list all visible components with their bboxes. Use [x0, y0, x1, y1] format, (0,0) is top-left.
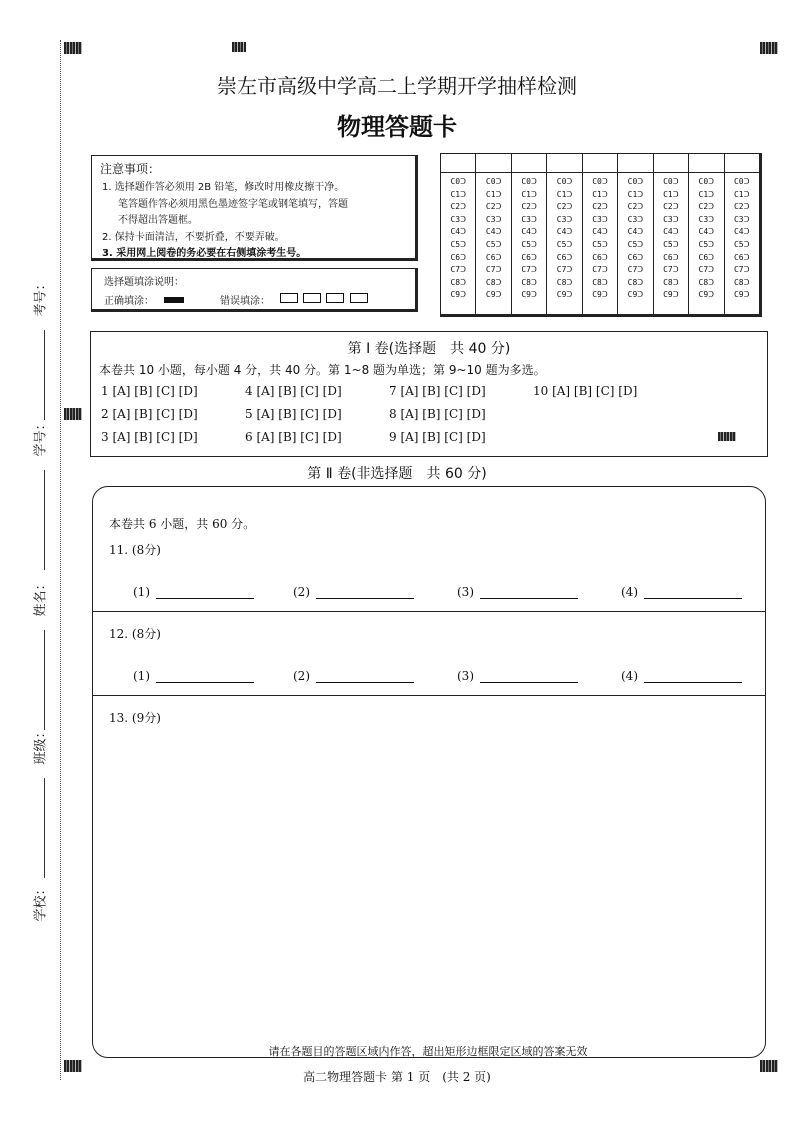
id-digit-bubble[interactable]: C3ᑐ — [450, 214, 466, 224]
notice-item: 不得超出答题框。 — [118, 215, 198, 226]
notice-heading: 注意事项： — [100, 162, 161, 176]
question-12-label: 12. (8分) — [109, 627, 161, 641]
page-subtitle: 物理答题卡 — [337, 113, 457, 141]
id-digit-bubble[interactable]: C1ᑐ — [733, 189, 750, 199]
answer-11-3[interactable] — [457, 585, 578, 599]
id-digit-bubble[interactable]: C8ᑐ — [733, 277, 750, 287]
id-digit-bubble[interactable]: C9ᑐ — [521, 290, 537, 300]
id-digit-bubble[interactable]: C2ᑐ — [733, 202, 750, 212]
id-digit-bubble[interactable]: C0ᑐ — [663, 177, 679, 186]
question-11-label: 11. (8分) — [109, 543, 161, 557]
id-digit-write-cell[interactable] — [583, 154, 618, 172]
id-digit-bubble[interactable]: C9ᑐ — [663, 290, 679, 300]
wrong-fill-icon — [280, 293, 298, 303]
id-digit-bubble[interactable]: C8ᑐ — [521, 277, 537, 287]
id-digit-bubble[interactable]: C2ᑐ — [627, 202, 644, 212]
id-digit-bubble[interactable]: C1ᑐ — [592, 189, 608, 199]
id-digit-write-cell[interactable] — [547, 154, 582, 172]
id-digit-bubble[interactable]: C8ᑐ — [450, 277, 466, 287]
page-title: 崇左市高级中学高二上学期开学抽样检测 — [217, 74, 577, 98]
id-digit-bubble[interactable]: C1ᑐ — [556, 189, 573, 199]
student-id-grid — [440, 153, 762, 317]
id-digit-bubble[interactable]: C7ᑐ — [521, 265, 537, 275]
id-digit-bubble[interactable]: C9ᑐ — [556, 290, 573, 300]
id-digit-bubble[interactable]: C9ᑐ — [485, 290, 502, 300]
id-digit-bubble[interactable]: C4ᑐ — [556, 227, 573, 237]
id-digit-column — [654, 173, 689, 314]
id-digit-bubble[interactable]: C0ᑐ — [733, 177, 750, 186]
id-digit-bubble[interactable]: C9ᑐ — [627, 290, 644, 300]
part2-section — [92, 486, 766, 1058]
blank-number: (3) — [457, 669, 474, 683]
id-digit-bubble[interactable]: C7ᑐ — [627, 265, 644, 275]
notice-item: 笔答题作答必须用黑色墨迹签字笔或钢笔填写，答题 — [118, 198, 348, 210]
id-digit-bubble[interactable]: C6ᑐ — [698, 252, 715, 262]
answer-11-2[interactable] — [293, 585, 414, 599]
id-digit-bubble[interactable]: C0ᑐ — [556, 177, 573, 186]
id-digit-bubble[interactable]: C7ᑐ — [450, 265, 466, 275]
label-name: 姓名： — [33, 577, 49, 617]
id-digit-write-cell[interactable] — [512, 154, 547, 172]
id-digit-bubble[interactable]: C5ᑐ — [556, 239, 573, 249]
choice-row-q1[interactable]: 1 [A] [B] [C] [D] — [101, 384, 198, 398]
answer-11-1[interactable] — [133, 585, 254, 599]
choice-row-q2[interactable]: 2 [A] [B] [C] [D] — [101, 407, 198, 421]
registration-mark — [760, 42, 778, 54]
id-digit-bubble[interactable]: C6ᑐ — [450, 252, 466, 262]
id-digit-column — [618, 173, 653, 314]
blank-number: (2) — [293, 585, 310, 599]
id-digit-write-cell[interactable] — [689, 154, 724, 172]
id-digit-column — [725, 173, 759, 314]
id-digit-bubble[interactable]: C9ᑐ — [733, 290, 750, 300]
id-digit-bubble[interactable]: C0ᑐ — [485, 177, 502, 186]
id-digit-bubble[interactable]: C6ᑐ — [663, 252, 679, 262]
id-digit-column — [689, 173, 724, 314]
field-class[interactable] — [44, 778, 45, 878]
id-digit-column — [583, 173, 618, 314]
blank-number: (4) — [621, 669, 638, 683]
id-digit-bubble[interactable]: C0ᑐ — [592, 177, 608, 186]
id-digit-bubble[interactable]: C3ᑐ — [521, 214, 537, 224]
id-digit-bubble[interactable]: C7ᑐ — [556, 265, 573, 275]
id-digit-bubble[interactable]: C8ᑐ — [485, 277, 502, 287]
field-student-number[interactable] — [44, 470, 45, 570]
id-digit-bubble[interactable]: C4ᑐ — [592, 227, 608, 237]
field-name[interactable] — [44, 630, 45, 730]
id-digit-bubble[interactable]: C6ᑐ — [556, 252, 573, 262]
id-digit-bubble[interactable]: C1ᑐ — [450, 189, 466, 199]
id-digit-bubble[interactable]: C3ᑐ — [733, 214, 750, 224]
id-digit-bubble[interactable]: C6ᑐ — [733, 252, 750, 262]
choice-row-q5[interactable]: 5 [A] [B] [C] [D] — [245, 407, 342, 421]
blank-number: (3) — [457, 585, 474, 599]
divider — [93, 695, 765, 696]
id-digit-bubble[interactable]: C3ᑐ — [698, 214, 715, 224]
id-digit-bubble[interactable]: C4ᑐ — [521, 227, 537, 237]
correct-label: 正确填涂： — [104, 296, 154, 307]
id-digit-bubble[interactable]: C9ᑐ — [450, 290, 466, 300]
id-digit-bubble[interactable]: C7ᑐ — [698, 265, 715, 275]
id-digit-bubble[interactable]: C4ᑐ — [627, 227, 644, 237]
id-digit-bubble[interactable]: C2ᑐ — [698, 202, 715, 212]
blank-number: (4) — [621, 585, 638, 599]
id-digit-column — [512, 173, 547, 314]
question-13-label: 13. (9分) — [109, 711, 161, 725]
id-digit-bubble[interactable]: C5ᑐ — [663, 239, 679, 249]
id-digit-bubble[interactable]: C4ᑐ — [698, 227, 715, 237]
id-digit-bubble[interactable]: C2ᑐ — [521, 202, 537, 212]
id-digit-bubble[interactable]: C7ᑐ — [485, 265, 502, 275]
id-digit-bubble[interactable]: C1ᑐ — [521, 189, 537, 199]
part1-section — [90, 331, 768, 457]
fill-instructions — [91, 268, 418, 312]
label-school: 学校： — [33, 882, 49, 922]
id-digit-bubble[interactable]: C0ᑐ — [450, 177, 466, 186]
id-digit-column — [476, 173, 511, 314]
id-digit-bubble[interactable]: C3ᑐ — [556, 214, 573, 224]
id-digit-bubble[interactable]: C1ᑐ — [663, 189, 679, 199]
answer-12-2[interactable] — [293, 669, 414, 683]
id-digit-bubble[interactable]: C6ᑐ — [521, 252, 537, 262]
choice-row-q4[interactable]: 4 [A] [B] [C] [D] — [245, 384, 342, 398]
part1-title: 第 Ⅰ 卷(选择题 共 40 分) — [347, 341, 511, 357]
notice-item: 3. 采用网上阅卷的务必要在右侧填涂考生号。 — [102, 248, 307, 259]
cross-mark-icon — [350, 293, 368, 303]
answer-12-1[interactable] — [133, 669, 254, 683]
id-digit-bubble[interactable]: C8ᑐ — [556, 277, 573, 287]
id-digit-bubble[interactable]: C3ᑐ — [592, 214, 608, 224]
id-digit-bubble[interactable]: C2ᑐ — [663, 202, 679, 212]
id-digit-bubble[interactable]: C7ᑐ — [592, 265, 608, 275]
check-mark-icon — [303, 293, 321, 303]
choice-row-q6[interactable]: 6 [A] [B] [C] [D] — [245, 430, 342, 444]
choice-row-q7[interactable]: 7 [A] [B] [C] [D] — [389, 384, 486, 398]
choice-row-q10[interactable]: 10 [A] [B] [C] [D] — [533, 384, 638, 398]
blank-number: (1) — [133, 585, 150, 599]
id-digit-bubble[interactable]: C2ᑐ — [450, 202, 466, 212]
id-digit-bubble[interactable]: C7ᑐ — [733, 265, 750, 275]
id-digit-bubble[interactable]: C8ᑐ — [592, 277, 608, 287]
id-digit-bubble[interactable]: C8ᑐ — [663, 277, 679, 287]
choice-row-q3[interactable]: 3 [A] [B] [C] [D] — [101, 430, 198, 444]
wrong-label: 错误填涂： — [220, 296, 270, 307]
id-digit-bubble[interactable]: C0ᑐ — [521, 177, 537, 186]
choice-row-q8[interactable]: 8 [A] [B] [C] [D] — [389, 407, 486, 421]
notice-box — [91, 155, 418, 261]
id-digit-write-cell[interactable] — [441, 154, 476, 172]
wrong-fill-samples — [280, 293, 370, 306]
blank-number: (1) — [133, 669, 150, 683]
page-footer: 高二物理答题卡 第 1 页 (共 2 页) — [303, 1070, 491, 1084]
id-digit-bubble[interactable]: C9ᑐ — [592, 290, 608, 300]
id-digit-column — [441, 173, 476, 314]
label-exam-number: 考号： — [33, 277, 49, 317]
id-digit-bubble[interactable]: C5ᑐ — [627, 239, 644, 249]
id-digit-bubble[interactable]: C4ᑐ — [733, 227, 750, 237]
answer-12-4[interactable] — [621, 669, 742, 683]
fill-heading: 选择题填涂说明： — [104, 277, 184, 288]
correct-fill-sample — [164, 297, 184, 303]
label-class: 班级： — [33, 725, 49, 765]
field-exam-number[interactable] — [44, 330, 45, 420]
id-digit-bubble[interactable]: C2ᑐ — [485, 202, 502, 212]
id-digit-bubble[interactable]: C5ᑐ — [698, 239, 715, 249]
notice-item: 1. 选择题作答必须用 2B 铅笔，修改时用橡皮擦干净。 — [102, 182, 345, 193]
registration-mark — [232, 42, 246, 52]
id-digit-bubble[interactable]: C6ᑐ — [592, 252, 608, 262]
answer-11-4[interactable] — [621, 585, 742, 599]
id-digit-bubble[interactable]: C3ᑐ — [485, 214, 502, 224]
id-digit-bubble[interactable]: C1ᑐ — [485, 189, 502, 199]
id-digit-bubble[interactable]: C1ᑐ — [698, 189, 715, 199]
id-digit-bubble[interactable]: C0ᑐ — [627, 177, 644, 186]
id-digit-write-cell[interactable] — [618, 154, 653, 172]
id-digit-bubble[interactable]: C6ᑐ — [485, 252, 502, 262]
label-student-number: 学号： — [33, 417, 49, 457]
id-digit-write-cell[interactable] — [725, 154, 759, 172]
part1-description: 本卷共 10 小题，每小题 4 分，共 40 分。第 1~8 题为单选；第 9~10 题为多选。 — [99, 363, 546, 377]
id-digit-write-cell[interactable] — [476, 154, 511, 172]
id-digit-bubble[interactable]: C3ᑐ — [663, 214, 679, 224]
id-digit-bubble[interactable]: C5ᑐ — [450, 239, 466, 249]
answer-12-3[interactable] — [457, 669, 578, 683]
id-digit-bubble[interactable]: C2ᑐ — [592, 202, 608, 212]
id-digit-bubble[interactable]: C6ᑐ — [627, 252, 644, 262]
id-digit-bubble[interactable]: C8ᑐ — [698, 277, 715, 287]
id-digit-bubble[interactable]: C3ᑐ — [627, 214, 644, 224]
answer-area-13[interactable] — [93, 727, 765, 1037]
id-digit-bubble[interactable]: C2ᑐ — [556, 202, 573, 212]
part2-title: 第 Ⅱ 卷(非选择题 共 60 分) — [307, 466, 487, 482]
id-digit-bubble[interactable]: C4ᑐ — [663, 227, 679, 237]
registration-mark — [64, 408, 82, 420]
id-digit-bubble[interactable]: C4ᑐ — [450, 227, 466, 237]
notice-item: 2. 保持卡面清洁，不要折叠，不要弄破。 — [102, 231, 285, 243]
id-digit-bubble[interactable]: C8ᑐ — [627, 277, 644, 287]
id-digit-bubble[interactable]: C5ᑐ — [733, 239, 750, 249]
binding-line — [60, 40, 61, 1080]
id-digit-bubble[interactable]: C5ᑐ — [485, 239, 502, 249]
answer-area-note: 请在各题目的答题区域内作答，超出矩形边框限定区域的答案无效 — [268, 1045, 588, 1058]
id-digit-bubble[interactable]: C5ᑐ — [521, 239, 537, 249]
part2-description: 本卷共 6 小题，共 60 分。 — [109, 517, 256, 531]
id-digit-write-cell[interactable] — [654, 154, 689, 172]
registration-mark — [64, 42, 82, 54]
id-digit-bubble[interactable]: C1ᑐ — [627, 189, 644, 199]
id-digit-bubble[interactable]: C5ᑐ — [592, 239, 608, 249]
id-digit-bubble[interactable]: C4ᑐ — [485, 227, 502, 237]
divider — [93, 611, 765, 612]
wrong-fill-icon — [326, 293, 344, 303]
id-digit-bubble[interactable]: C0ᑐ — [698, 177, 715, 186]
choice-row-q9[interactable]: 9 [A] [B] [C] [D] — [389, 430, 486, 444]
id-digit-bubble[interactable]: C7ᑐ — [663, 265, 679, 275]
id-digit-column — [547, 173, 582, 314]
id-digit-bubble[interactable]: C9ᑐ — [698, 290, 715, 300]
blank-number: (2) — [293, 669, 310, 683]
